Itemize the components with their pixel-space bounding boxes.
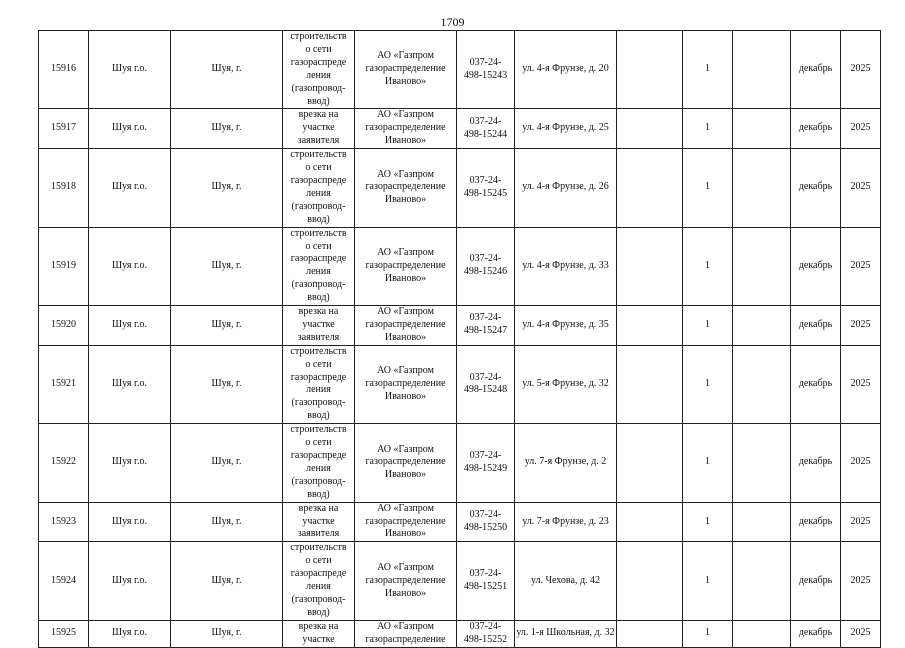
row-number-cell: 15924 xyxy=(39,542,89,620)
blank-cell-cell xyxy=(617,149,683,227)
blank-cell-cell xyxy=(617,424,683,502)
blank-cell-cell xyxy=(733,542,791,620)
year-cell: 2025 xyxy=(841,109,881,149)
year-cell: 2025 xyxy=(841,227,881,305)
quantity-cell: 1 xyxy=(683,31,733,109)
month-cell: декабрь xyxy=(791,502,841,542)
table-row xyxy=(39,542,881,620)
table-row xyxy=(39,620,881,647)
year-cell: 2025 xyxy=(841,345,881,423)
organization-cell: АО «Газпром газораспределение xyxy=(355,620,457,647)
district-cell: Шуя г.о. xyxy=(89,109,171,149)
table-row xyxy=(39,149,881,227)
year-cell: 2025 xyxy=(841,31,881,109)
quantity-cell: 1 xyxy=(683,620,733,647)
organization-cell: АО «Газпром газораспределение Иваново» xyxy=(355,149,457,227)
locality-cell: Шуя, г. xyxy=(171,542,283,620)
month-cell: декабрь xyxy=(791,620,841,647)
blank-cell-cell xyxy=(733,227,791,305)
month-cell: декабрь xyxy=(791,542,841,620)
blank-cell-cell xyxy=(733,345,791,423)
registration-code-cell: 037-24- 498-15248 xyxy=(457,345,515,423)
address-cell: ул. 1-я Школьная, д. 32 xyxy=(515,620,617,647)
blank-cell-cell xyxy=(733,306,791,346)
month-cell: декабрь xyxy=(791,227,841,305)
registration-code-cell: 037-24- 498-15252 xyxy=(457,620,515,647)
row-number-cell: 15921 xyxy=(39,345,89,423)
row-number-cell: 15925 xyxy=(39,620,89,647)
locality-cell: Шуя, г. xyxy=(171,502,283,542)
page-number: 1709 xyxy=(440,15,465,29)
blank-cell-cell xyxy=(617,345,683,423)
work-type-cell: строительств о сети газораспреде ления (газопровод- ввод) xyxy=(283,149,355,227)
blank-cell-cell xyxy=(733,149,791,227)
table-row xyxy=(39,502,881,542)
year-cell: 2025 xyxy=(841,149,881,227)
month-cell: декабрь xyxy=(791,345,841,423)
blank-cell-cell xyxy=(733,31,791,109)
registration-code-cell: 037-24- 498-15243 xyxy=(457,31,515,109)
organization-cell: АО «Газпром газораспределение Иваново» xyxy=(355,345,457,423)
district-cell: Шуя г.о. xyxy=(89,345,171,423)
organization-cell: АО «Газпром газораспределение Иваново» xyxy=(355,227,457,305)
organization-cell: АО «Газпром газораспределение Иваново» xyxy=(355,542,457,620)
row-number-cell: 15922 xyxy=(39,424,89,502)
work-type-cell: врезка на участке заявителя xyxy=(283,502,355,542)
locality-cell: Шуя, г. xyxy=(171,306,283,346)
locality-cell: Шуя, г. xyxy=(171,345,283,423)
table-row xyxy=(39,31,881,109)
row-number-cell: 15920 xyxy=(39,306,89,346)
blank-cell-cell xyxy=(617,227,683,305)
address-cell: ул. 4-я Фрунзе, д. 35 xyxy=(515,306,617,346)
organization-cell: АО «Газпром газораспределение Иваново» xyxy=(355,502,457,542)
district-cell: Шуя г.о. xyxy=(89,227,171,305)
blank-cell-cell xyxy=(617,620,683,647)
address-cell: ул. Чехова, д. 42 xyxy=(515,542,617,620)
registration-code-cell: 037-24- 498-15250 xyxy=(457,502,515,542)
district-cell: Шуя г.о. xyxy=(89,502,171,542)
address-cell: ул. 4-я Фрунзе, д. 33 xyxy=(515,227,617,305)
blank-cell-cell xyxy=(733,502,791,542)
blank-cell-cell xyxy=(617,502,683,542)
table-body xyxy=(39,31,881,648)
district-cell: Шуя г.о. xyxy=(89,620,171,647)
registration-code-cell: 037-24- 498-15249 xyxy=(457,424,515,502)
locality-cell: Шуя, г. xyxy=(171,424,283,502)
year-cell: 2025 xyxy=(841,424,881,502)
quantity-cell: 1 xyxy=(683,502,733,542)
row-number-cell: 15917 xyxy=(39,109,89,149)
registration-code-cell: 037-24- 498-15247 xyxy=(457,306,515,346)
quantity-cell: 1 xyxy=(683,149,733,227)
work-type-cell: строительств о сети газораспреде ления (газопровод- ввод) xyxy=(283,31,355,109)
locality-cell: Шуя, г. xyxy=(171,109,283,149)
locality-cell: Шуя, г. xyxy=(171,227,283,305)
row-number-cell: 15916 xyxy=(39,31,89,109)
blank-cell-cell xyxy=(733,424,791,502)
locality-cell: Шуя, г. xyxy=(171,620,283,647)
district-cell: Шуя г.о. xyxy=(89,542,171,620)
year-cell: 2025 xyxy=(841,542,881,620)
month-cell: декабрь xyxy=(791,109,841,149)
address-cell: ул. 7-я Фрунзе, д. 2 xyxy=(515,424,617,502)
blank-cell-cell xyxy=(617,109,683,149)
blank-cell-cell xyxy=(617,306,683,346)
district-cell: Шуя г.о. xyxy=(89,31,171,109)
month-cell: декабрь xyxy=(791,31,841,109)
blank-cell-cell xyxy=(617,542,683,620)
quantity-cell: 1 xyxy=(683,542,733,620)
month-cell: декабрь xyxy=(791,424,841,502)
blank-cell-cell xyxy=(733,109,791,149)
quantity-cell: 1 xyxy=(683,306,733,346)
work-type-cell: врезка на участке xyxy=(283,620,355,647)
work-type-cell: строительств о сети газораспреде ления (газопровод- ввод) xyxy=(283,345,355,423)
locality-cell: Шуя, г. xyxy=(171,31,283,109)
district-cell: Шуя г.о. xyxy=(89,149,171,227)
organization-cell: АО «Газпром газораспределение Иваново» xyxy=(355,424,457,502)
quantity-cell: 1 xyxy=(683,345,733,423)
quantity-cell: 1 xyxy=(683,109,733,149)
organization-cell: АО «Газпром газораспределение Иваново» xyxy=(355,109,457,149)
table-row xyxy=(39,227,881,305)
district-cell: Шуя г.о. xyxy=(89,306,171,346)
address-cell: ул. 7-я Фрунзе, д. 23 xyxy=(515,502,617,542)
row-number-cell: 15923 xyxy=(39,502,89,542)
gas-connection-table xyxy=(38,30,881,648)
year-cell: 2025 xyxy=(841,502,881,542)
table-row xyxy=(39,109,881,149)
table-row xyxy=(39,306,881,346)
blank-cell-cell xyxy=(733,620,791,647)
table-row xyxy=(39,424,881,502)
work-type-cell: врезка на участке заявителя xyxy=(283,306,355,346)
quantity-cell: 1 xyxy=(683,227,733,305)
row-number-cell: 15918 xyxy=(39,149,89,227)
work-type-cell: строительств о сети газораспреде ления (газопровод- ввод) xyxy=(283,424,355,502)
registration-code-cell: 037-24- 498-15246 xyxy=(457,227,515,305)
registration-code-cell: 037-24- 498-15251 xyxy=(457,542,515,620)
organization-cell: АО «Газпром газораспределение Иваново» xyxy=(355,31,457,109)
address-cell: ул. 4-я Фрунзе, д. 25 xyxy=(515,109,617,149)
work-type-cell: строительств о сети газораспреде ления (газопровод- ввод) xyxy=(283,227,355,305)
blank-cell-cell xyxy=(617,31,683,109)
month-cell: декабрь xyxy=(791,149,841,227)
table-row xyxy=(39,345,881,423)
address-cell: ул. 4-я Фрунзе, д. 20 xyxy=(515,31,617,109)
registration-code-cell: 037-24- 498-15245 xyxy=(457,149,515,227)
work-type-cell: врезка на участке заявителя xyxy=(283,109,355,149)
organization-cell: АО «Газпром газораспределение Иваново» xyxy=(355,306,457,346)
month-cell: декабрь xyxy=(791,306,841,346)
address-cell: ул. 4-я Фрунзе, д. 26 xyxy=(515,149,617,227)
quantity-cell: 1 xyxy=(683,424,733,502)
registration-code-cell: 037-24- 498-15244 xyxy=(457,109,515,149)
work-type-cell: строительств о сети газораспреде ления (газопровод- ввод) xyxy=(283,542,355,620)
locality-cell: Шуя, г. xyxy=(171,149,283,227)
district-cell: Шуя г.о. xyxy=(89,424,171,502)
row-number-cell: 15919 xyxy=(39,227,89,305)
year-cell: 2025 xyxy=(841,620,881,647)
address-cell: ул. 5-я Фрунзе, д. 32 xyxy=(515,345,617,423)
year-cell: 2025 xyxy=(841,306,881,346)
